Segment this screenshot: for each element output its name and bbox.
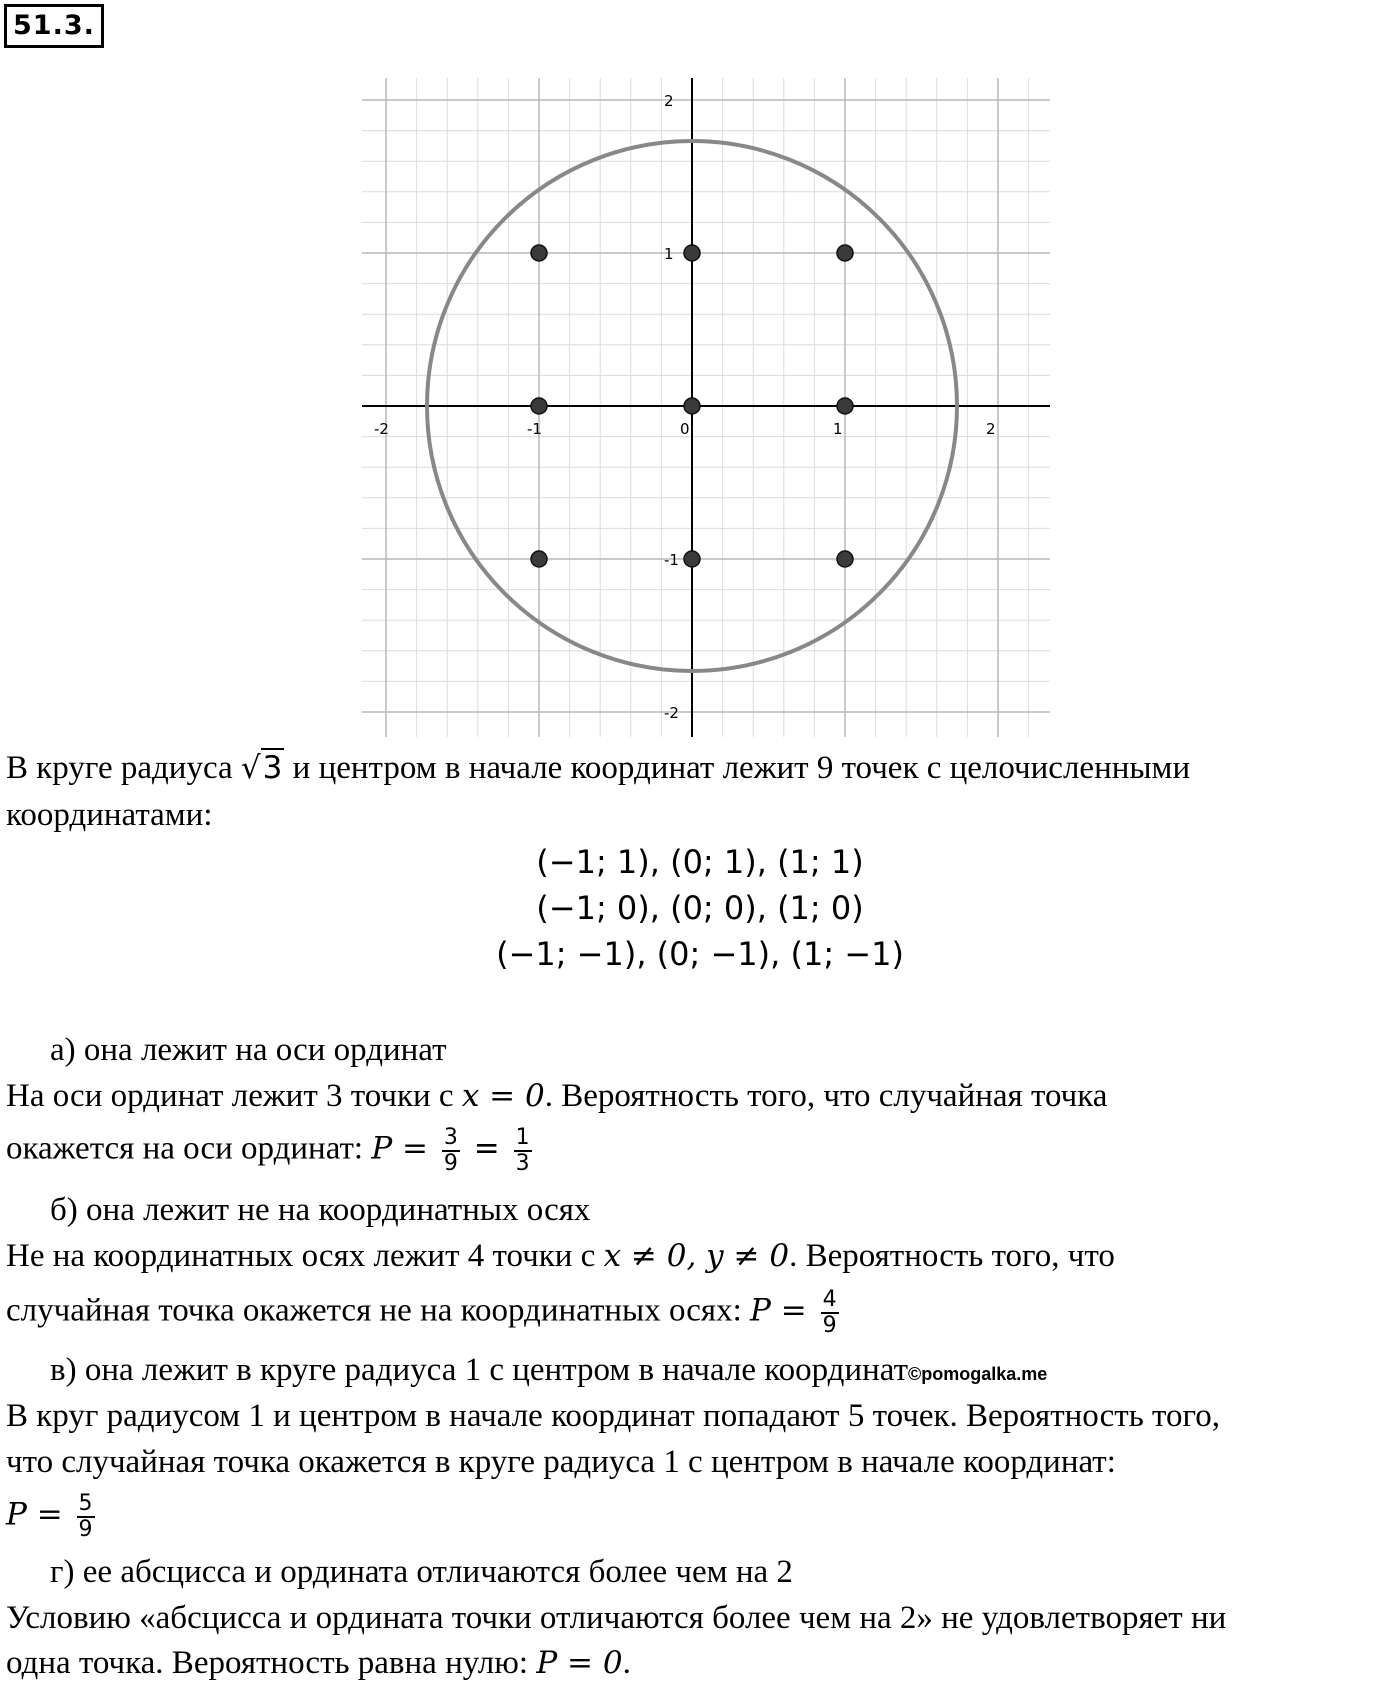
- intro-line-2: координатами:: [6, 797, 213, 833]
- fraction-5-9: $\frac{5}{9}$: [78, 1491, 93, 1542]
- integer-point: [837, 245, 853, 261]
- integer-point: [684, 398, 700, 414]
- part-c-line-3: P = $\frac{5}{9}$: [6, 1491, 93, 1542]
- integer-point: [531, 398, 547, 414]
- problem-number: 51.3.: [4, 4, 104, 48]
- coords-line-1: (−1; 1), (0; 1), (1; 1): [536, 843, 864, 881]
- integer-point: [531, 551, 547, 567]
- y-tick-label: -2: [664, 704, 679, 722]
- y-tick-label: -1: [664, 551, 679, 569]
- x-tick-label: 0: [680, 420, 690, 438]
- y-tick-label: 2: [664, 92, 674, 110]
- part-d-line-1: Условию «абсцисса и ордината точки отличаются более чем на 2» не удовлетворяет ни: [6, 1600, 1227, 1636]
- coords-line-3: (−1; −1), (0; −1), (1; −1): [496, 935, 904, 973]
- integer-point: [684, 551, 700, 567]
- part-d-heading: г) ее абсцисса и ордината отличаются более чем на 2: [50, 1554, 793, 1590]
- x-tick-label: -2: [374, 420, 389, 438]
- coordinate-plot: [0, 0, 1400, 745]
- x-tick-label: 1: [833, 420, 843, 438]
- part-a-heading: а) она лежит на оси ординат: [50, 1032, 447, 1068]
- x-tick-label: 2: [986, 420, 996, 438]
- x-tick-label: -1: [527, 420, 542, 438]
- fraction-3-9: $\frac{3}{9}$: [443, 1125, 458, 1176]
- part-a-line-2: окажется на оси ординат: P = $\frac{3}{9}$ = $\frac{1}{3}$: [6, 1125, 530, 1176]
- y-tick-label: 1: [664, 245, 674, 263]
- part-b-line-2: случайная точка окажется не на координатных осях: P = $\frac{4}{9}$: [6, 1287, 837, 1338]
- sqrt-3: √3: [240, 750, 283, 786]
- integer-point: [837, 551, 853, 567]
- minor-grid: [362, 78, 1050, 737]
- integer-point: [684, 245, 700, 261]
- coords-line-2: (−1; 0), (0; 0), (1; 0): [536, 889, 864, 927]
- major-grid: [362, 78, 1050, 737]
- part-c-line-2: что случайная точка окажется в круге радиуса 1 с центром в начале координат:: [6, 1444, 1116, 1480]
- fraction-4-9: $\frac{4}{9}$: [822, 1287, 837, 1338]
- part-b-line-1: Не на координатных осях лежит 4 точки с x ≠ 0, y ≠ 0. Вероятность того, что: [6, 1238, 1115, 1274]
- part-d-line-2: одна точка. Вероятность равна нулю: P = 0.: [6, 1645, 631, 1681]
- part-c-heading: в) она лежит в круге радиуса 1 с центром в начале координат©pomogalka.me: [50, 1352, 1048, 1388]
- part-b-heading: б) она лежит не на координатных осях: [50, 1192, 591, 1228]
- part-c-line-1: В круг радиусом 1 и центром в начале координат попадают 5 точек. Вероятность того,: [6, 1398, 1220, 1434]
- intro-line-1: В круге радиуса √3 и центром в начале координат лежит 9 точек с целочисленными: [6, 750, 1191, 786]
- integer-point: [837, 398, 853, 414]
- part-a-line-1: На оси ординат лежит 3 точки с x = 0. Вероятность того, что случайная точка: [6, 1078, 1108, 1114]
- fraction-1-3: $\frac{1}{3}$: [515, 1125, 530, 1176]
- integer-point: [531, 245, 547, 261]
- watermark: ©pomogalka.me: [908, 1364, 1048, 1384]
